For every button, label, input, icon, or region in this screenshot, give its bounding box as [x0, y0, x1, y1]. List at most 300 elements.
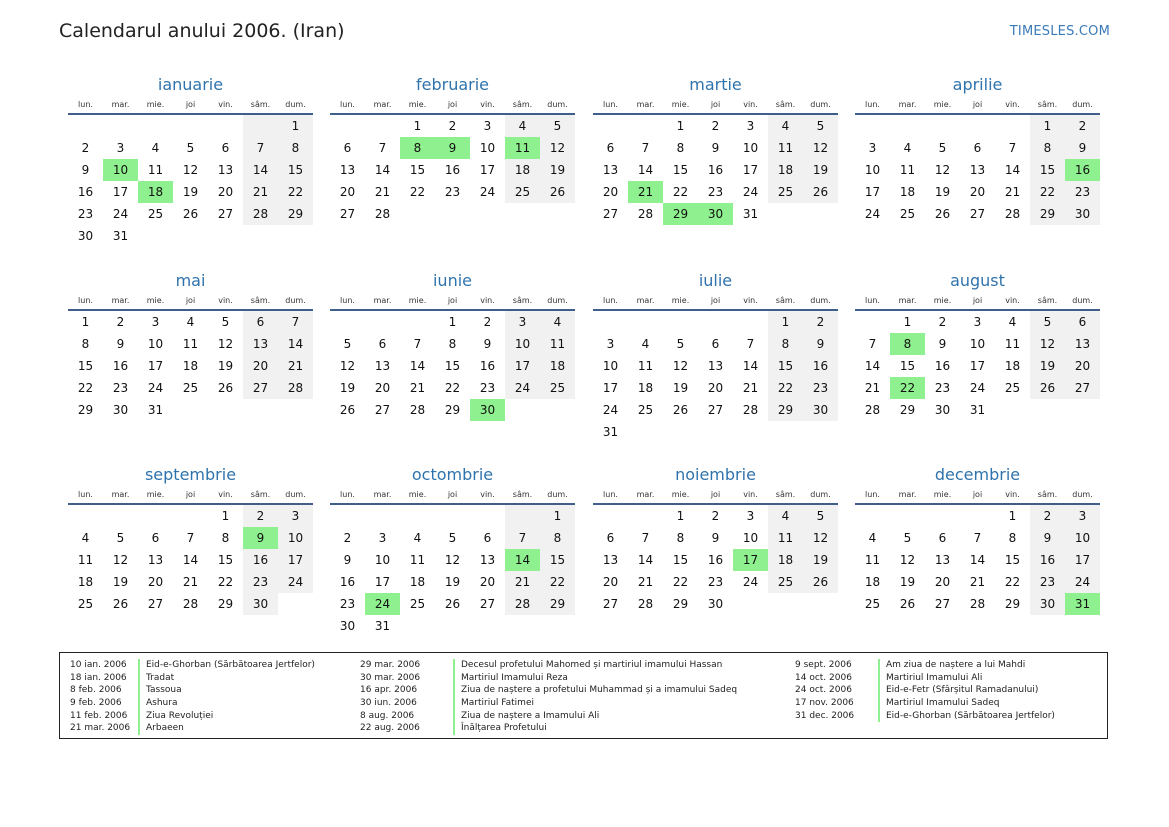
day-cell: 30 — [243, 593, 278, 615]
empty-cell — [208, 399, 243, 421]
weekday-header: lun. — [68, 96, 103, 114]
weekday-header: lun. — [330, 96, 365, 114]
week-row — [593, 137, 838, 159]
month-table — [68, 486, 313, 615]
weekday-header: mar. — [628, 486, 663, 504]
weekday-header: dum. — [803, 292, 838, 310]
empty-cell — [855, 504, 890, 527]
day-cell: 17 — [278, 549, 313, 571]
day-cell: 19 — [899, 575, 916, 589]
holiday-date: 16 apr. 2006 — [360, 685, 418, 696]
day-cell: 1 — [1030, 114, 1065, 137]
day-cell: 16 — [112, 359, 129, 373]
month-iunie — [330, 270, 575, 421]
empty-cell — [278, 399, 313, 421]
day-cell: 27 — [602, 207, 619, 221]
weekday-header: dum. — [540, 292, 575, 310]
day-cell: 26 — [540, 181, 575, 203]
day-cell: 18 — [505, 159, 540, 181]
week-row — [855, 114, 1100, 137]
day-cell: 4 — [413, 531, 422, 545]
holiday-day-cell: 30 — [698, 203, 733, 225]
empty-cell — [505, 615, 540, 637]
day-cell: 2 — [711, 509, 720, 523]
week-row — [330, 399, 575, 421]
weekday-header: joi — [173, 486, 208, 504]
week-row — [855, 593, 1100, 615]
month-table — [68, 96, 313, 247]
holiday-date: 9 feb. 2006 — [70, 698, 122, 709]
day-cell: 16 — [243, 549, 278, 571]
day-cell: 24 — [479, 185, 496, 199]
day-cell: 21 — [742, 381, 759, 395]
weekday-header: joi — [435, 96, 470, 114]
weekday-header: lun. — [330, 292, 365, 310]
day-cell: 5 — [803, 504, 838, 527]
day-cell: 20 — [602, 575, 619, 589]
day-cell: 5 — [221, 315, 230, 329]
day-cell: 4 — [903, 141, 912, 155]
holiday-date: 24 oct. 2006 — [795, 685, 852, 696]
day-cell: 1 — [676, 509, 685, 523]
day-cell: 17 — [374, 575, 391, 589]
day-cell: 5 — [938, 141, 947, 155]
day-cell: 16 — [479, 359, 496, 373]
weekday-header: sâm. — [768, 486, 803, 504]
day-cell: 7 — [868, 337, 877, 351]
weekday-header: mie. — [400, 486, 435, 504]
weekday-header: vin. — [995, 96, 1030, 114]
day-cell: 30 — [1065, 203, 1100, 225]
day-cell: 7 — [378, 141, 387, 155]
day-cell: 22 — [1004, 575, 1021, 589]
holiday-day-cell: 31 — [1065, 593, 1100, 615]
day-cell: 12 — [444, 553, 461, 567]
weekday-header: sâm. — [1030, 292, 1065, 310]
week-row — [68, 114, 313, 137]
weekday-header: sâm. — [505, 292, 540, 310]
week-row — [330, 181, 575, 203]
day-cell: 26 — [803, 181, 838, 203]
empty-cell — [593, 504, 628, 527]
day-cell: 1 — [1008, 509, 1017, 523]
day-cell: 12 — [1030, 333, 1065, 355]
day-cell: 20 — [339, 185, 356, 199]
day-cell: 15 — [1030, 159, 1065, 181]
day-cell: 15 — [768, 355, 803, 377]
day-cell: 13 — [243, 333, 278, 355]
weekday-header: mar. — [890, 486, 925, 504]
day-cell: 8 — [768, 333, 803, 355]
day-cell: 26 — [934, 207, 951, 221]
month-table — [330, 96, 575, 225]
holiday-day-cell: 24 — [365, 593, 400, 615]
week-row — [68, 504, 313, 527]
day-cell: 13 — [602, 553, 619, 567]
holiday-legend — [59, 652, 1108, 739]
day-cell: 24 — [864, 207, 881, 221]
day-cell: 27 — [602, 597, 619, 611]
day-cell: 17 — [479, 163, 496, 177]
day-cell: 1 — [540, 504, 575, 527]
holiday-name: Ashura — [138, 697, 177, 710]
week-row — [330, 137, 575, 159]
day-cell: 1 — [903, 315, 912, 329]
day-cell: 4 — [641, 337, 650, 351]
empty-cell — [103, 504, 138, 527]
day-cell: 2 — [711, 119, 720, 133]
month-name: septembrie — [144, 465, 237, 484]
day-cell: 10 — [479, 141, 496, 155]
holiday-day-cell: 8 — [400, 137, 435, 159]
day-cell: 3 — [746, 509, 755, 523]
empty-cell — [243, 399, 278, 421]
weekday-header: sâm. — [505, 486, 540, 504]
day-cell: 28 — [278, 377, 313, 399]
day-cell: 7 — [641, 531, 650, 545]
week-row — [330, 333, 575, 355]
day-cell: 28 — [637, 597, 654, 611]
day-cell: 12 — [540, 137, 575, 159]
day-cell: 5 — [448, 531, 457, 545]
day-cell: 10 — [374, 553, 391, 567]
holiday-date: 18 ian. 2006 — [70, 672, 127, 683]
empty-cell — [173, 225, 208, 247]
day-cell: 11 — [899, 163, 916, 177]
holiday-name: Înălțarea Profetului — [453, 722, 547, 735]
day-cell: 2 — [448, 119, 457, 133]
day-cell: 23 — [77, 207, 94, 221]
day-cell: 14 — [243, 159, 278, 181]
weekday-header: vin. — [733, 486, 768, 504]
day-cell: 27 — [243, 377, 278, 399]
day-cell: 2 — [81, 141, 90, 155]
day-cell: 26 — [444, 597, 461, 611]
day-cell: 29 — [1030, 203, 1065, 225]
day-cell: 8 — [278, 137, 313, 159]
day-cell: 28 — [864, 403, 881, 417]
weekday-header: vin. — [470, 486, 505, 504]
empty-cell — [138, 504, 173, 527]
holiday-day-cell: 17 — [733, 549, 768, 571]
day-cell: 21 — [182, 575, 199, 589]
day-cell: 9 — [1065, 137, 1100, 159]
day-cell: 27 — [339, 207, 356, 221]
day-cell: 15 — [77, 359, 94, 373]
empty-cell — [925, 504, 960, 527]
day-cell: 23 — [479, 381, 496, 395]
day-cell: 10 — [1065, 527, 1100, 549]
weekday-header: mar. — [103, 292, 138, 310]
week-row — [855, 399, 1100, 421]
day-cell: 24 — [147, 381, 164, 395]
month-name: ianuarie — [157, 75, 224, 94]
brand-link[interactable]: TIMESLES.COM — [1009, 24, 1110, 39]
day-cell: 19 — [803, 549, 838, 571]
day-cell: 9 — [483, 337, 492, 351]
day-cell: 27 — [969, 207, 986, 221]
holiday-name: Martiriul Imamului Ali — [878, 672, 982, 685]
empty-cell — [855, 310, 890, 333]
empty-cell — [925, 114, 960, 137]
week-row — [855, 527, 1100, 549]
weekday-header: vin. — [208, 292, 243, 310]
empty-cell — [400, 310, 435, 333]
day-cell: 27 — [934, 597, 951, 611]
day-cell: 11 — [768, 527, 803, 549]
weekday-header: dum. — [803, 96, 838, 114]
week-row — [330, 615, 575, 637]
day-cell: 27 — [374, 403, 391, 417]
day-cell: 12 — [112, 553, 129, 567]
weekday-header: mar. — [628, 96, 663, 114]
day-cell: 20 — [707, 381, 724, 395]
day-cell: 9 — [803, 333, 838, 355]
day-cell: 1 — [221, 509, 230, 523]
day-cell: 4 — [81, 531, 90, 545]
day-cell: 14 — [864, 359, 881, 373]
week-row — [68, 355, 313, 377]
week-row — [593, 399, 838, 421]
day-cell: 17 — [112, 185, 129, 199]
day-cell: 6 — [973, 141, 982, 155]
day-cell: 4 — [540, 310, 575, 333]
empty-cell — [470, 504, 505, 527]
week-row — [593, 333, 838, 355]
day-cell: 12 — [672, 359, 689, 373]
holiday-date: 21 mar. 2006 — [70, 723, 131, 734]
weekday-header: vin. — [995, 292, 1030, 310]
weekday-header: dum. — [540, 96, 575, 114]
week-row — [593, 114, 838, 137]
day-cell: 19 — [339, 381, 356, 395]
day-cell: 1 — [676, 119, 685, 133]
day-cell: 17 — [864, 185, 881, 199]
weekday-header: joi — [698, 292, 733, 310]
holiday-date: 9 sept. 2006 — [795, 660, 852, 670]
day-cell: 28 — [969, 597, 986, 611]
day-cell: 26 — [112, 597, 129, 611]
weekday-header: mie. — [663, 486, 698, 504]
holiday-name: Ziua Revoluției — [138, 710, 213, 723]
month-table — [855, 486, 1100, 615]
holiday-name: Martiriul Fatimei — [453, 697, 534, 710]
day-cell: 25 — [540, 377, 575, 399]
weekday-header: joi — [698, 96, 733, 114]
day-cell: 19 — [112, 575, 129, 589]
weekday-header: mar. — [103, 96, 138, 114]
day-cell: 26 — [217, 381, 234, 395]
day-cell: 24 — [969, 381, 986, 395]
day-cell: 10 — [147, 337, 164, 351]
day-cell: 1 — [413, 119, 422, 133]
weekday-header: mar. — [628, 292, 663, 310]
holiday-name: Ziua de naștere a Imamului Ali — [453, 710, 599, 723]
day-cell: 7 — [746, 337, 755, 351]
day-cell: 26 — [182, 207, 199, 221]
week-row — [593, 593, 838, 615]
day-cell: 18 — [899, 185, 916, 199]
week-row — [68, 399, 313, 421]
empty-cell — [1065, 399, 1100, 421]
day-cell: 6 — [243, 310, 278, 333]
holiday-day-cell: 8 — [890, 333, 925, 355]
empty-cell — [1030, 399, 1065, 421]
weekday-header: vin. — [733, 96, 768, 114]
day-cell: 25 — [768, 181, 803, 203]
day-cell: 3 — [116, 141, 125, 155]
day-cell: 6 — [606, 531, 615, 545]
day-cell: 7 — [641, 141, 650, 155]
day-cell: 28 — [742, 403, 759, 417]
day-cell: 10 — [742, 141, 759, 155]
weekday-header: mie. — [138, 486, 173, 504]
day-cell: 24 — [1065, 571, 1100, 593]
day-cell: 26 — [899, 597, 916, 611]
day-cell: 24 — [505, 377, 540, 399]
month-name: iulie — [698, 271, 733, 290]
weekday-header: joi — [173, 96, 208, 114]
day-cell: 18 — [182, 359, 199, 373]
day-cell: 13 — [707, 359, 724, 373]
day-cell: 3 — [868, 141, 877, 155]
day-cell: 13 — [602, 163, 619, 177]
empty-cell — [540, 615, 575, 637]
day-cell: 24 — [112, 207, 129, 221]
day-cell: 5 — [343, 337, 352, 351]
day-cell: 14 — [742, 359, 759, 373]
weekday-header: mie. — [138, 292, 173, 310]
day-cell: 13 — [374, 359, 391, 373]
day-cell: 18 — [768, 549, 803, 571]
day-cell: 22 — [278, 181, 313, 203]
weekday-header: vin. — [208, 96, 243, 114]
empty-cell — [540, 399, 575, 421]
day-cell: 3 — [483, 119, 492, 133]
day-cell: 14 — [637, 163, 654, 177]
day-cell: 13 — [934, 553, 951, 567]
day-cell: 22 — [672, 185, 689, 199]
month-name: august — [950, 271, 1005, 290]
holiday-day-cell: 16 — [1065, 159, 1100, 181]
week-row — [855, 504, 1100, 527]
month-martie — [593, 74, 838, 225]
day-cell: 9 — [81, 163, 90, 177]
day-cell: 23 — [243, 571, 278, 593]
day-cell: 18 — [864, 575, 881, 589]
day-cell: 3 — [278, 504, 313, 527]
day-cell: 28 — [409, 403, 426, 417]
day-cell: 19 — [217, 359, 234, 373]
week-row — [330, 504, 575, 527]
day-cell: 25 — [1004, 381, 1021, 395]
empty-cell — [208, 225, 243, 247]
day-cell: 1 — [278, 114, 313, 137]
day-cell: 20 — [147, 575, 164, 589]
week-row — [855, 355, 1100, 377]
day-cell: 2 — [938, 315, 947, 329]
day-cell: 24 — [278, 571, 313, 593]
week-row — [855, 571, 1100, 593]
day-cell: 19 — [672, 381, 689, 395]
week-row — [593, 527, 838, 549]
month-table — [68, 292, 313, 421]
day-cell: 27 — [217, 207, 234, 221]
weekday-header: sâm. — [1030, 96, 1065, 114]
weekday-header: joi — [435, 292, 470, 310]
day-cell: 25 — [409, 597, 426, 611]
empty-cell — [330, 504, 365, 527]
empty-cell — [103, 114, 138, 137]
day-cell: 11 — [637, 359, 654, 373]
day-cell: 21 — [969, 575, 986, 589]
week-row — [68, 571, 313, 593]
day-cell: 19 — [1030, 355, 1065, 377]
day-cell: 8 — [1008, 531, 1017, 545]
empty-cell — [733, 421, 768, 443]
day-cell: 27 — [1065, 377, 1100, 399]
weekday-header: joi — [960, 96, 995, 114]
week-row — [593, 203, 838, 225]
holiday-name: Ziua de naștere a profetului Muhammad și a imamului Sadeq — [453, 684, 737, 697]
weekday-header: sâm. — [768, 292, 803, 310]
day-cell: 5 — [803, 114, 838, 137]
day-cell: 20 — [217, 185, 234, 199]
week-row — [855, 159, 1100, 181]
day-cell: 29 — [217, 597, 234, 611]
holiday-name: Eid-e-Ghorban (Sărbătoarea Jertfelor) — [878, 710, 1055, 723]
empty-cell — [663, 421, 698, 443]
week-row — [68, 333, 313, 355]
week-row — [68, 549, 313, 571]
day-cell: 22 — [77, 381, 94, 395]
day-cell: 5 — [1030, 310, 1065, 333]
day-cell: 16 — [77, 185, 94, 199]
week-row — [330, 549, 575, 571]
empty-cell — [628, 421, 663, 443]
day-cell: 21 — [278, 355, 313, 377]
day-cell: 6 — [221, 141, 230, 155]
day-cell: 16 — [1030, 549, 1065, 571]
holiday-name: Tradat — [138, 672, 174, 685]
month-mai — [68, 270, 313, 421]
day-cell: 30 — [339, 619, 356, 633]
day-cell: 23 — [803, 377, 838, 399]
day-cell: 17 — [505, 355, 540, 377]
holiday-name: Am ziua de naștere a lui Mahdi — [878, 659, 1025, 672]
weekday-header: mie. — [925, 486, 960, 504]
day-cell: 16 — [707, 553, 724, 567]
day-cell: 21 — [243, 181, 278, 203]
empty-cell — [890, 504, 925, 527]
empty-cell — [855, 114, 890, 137]
day-cell: 26 — [339, 403, 356, 417]
week-row — [330, 527, 575, 549]
day-cell: 28 — [637, 207, 654, 221]
day-cell: 10 — [742, 531, 759, 545]
week-row — [68, 310, 313, 333]
holiday-name: Tassoua — [138, 684, 182, 697]
day-cell: 15 — [540, 549, 575, 571]
weekday-header: lun. — [855, 96, 890, 114]
weekday-header: mie. — [925, 96, 960, 114]
day-cell: 23 — [707, 185, 724, 199]
empty-cell — [208, 114, 243, 137]
day-cell: 18 — [77, 575, 94, 589]
holiday-name: Martiriul Imamului Reza — [453, 672, 568, 685]
day-cell: 6 — [711, 337, 720, 351]
day-cell: 12 — [803, 527, 838, 549]
